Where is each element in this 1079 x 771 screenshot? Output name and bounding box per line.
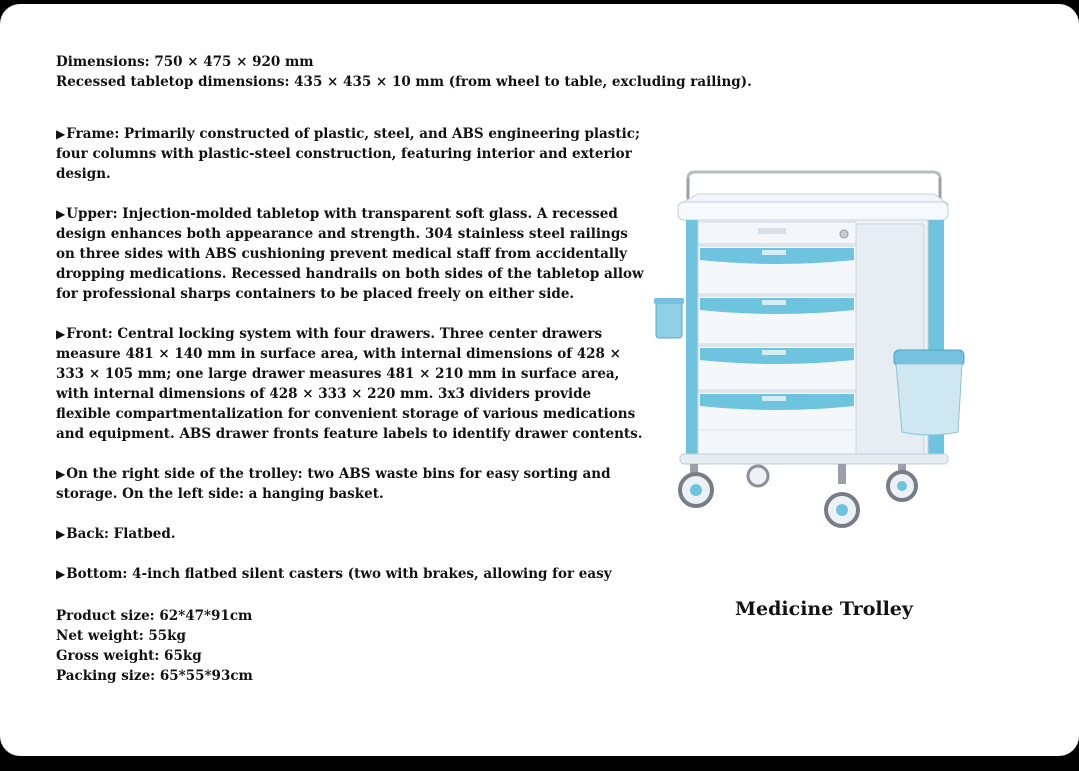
product-caption: Medicine Trolley — [735, 598, 913, 620]
waste-bin — [894, 350, 964, 435]
caster-front-right — [826, 464, 858, 526]
hanging-basket — [654, 298, 684, 338]
drawer-2 — [698, 296, 856, 344]
caster-front-left — [680, 464, 712, 506]
left-column — [686, 220, 698, 456]
frame-paragraph — [56, 124, 646, 184]
bullet-triangle-icon: ▶ — [56, 567, 66, 581]
bullet-triangle-icon: ▶ — [56, 207, 66, 221]
upper-text: Upper: Injection-molded tabletop with transparent soft glass. A recessed design enhances both appearance and strength. 304 stainless steel railings on three sides with ABS cushioning prevent medical staff from accidentally dropping medications. Recessed handrails on both sides of the tabletop allow for professional sharps containers to be placed freely on either side. — [56, 206, 644, 302]
lock-icon — [840, 230, 848, 238]
spec-lines — [56, 52, 752, 92]
drawer-4 — [698, 392, 856, 456]
drawer-3 — [698, 346, 856, 390]
product-size-text: Product size: 62*47*91cm — [56, 608, 253, 624]
bottom-paragraph — [56, 564, 646, 581]
frame-text: Frame: Primarily constructed of plastic, steel, and ABS engineering plastic; four columns with plastic-steel construction, featuring interior and exterior design. — [56, 126, 640, 182]
packing-size-text: Packing size: 65*55*93cm — [56, 668, 253, 684]
recessed-dimensions-text: Recessed tabletop dimensions: 435 × 435 × 10 mm (from wheel to table, excluding railing). — [56, 74, 752, 90]
caster-back-left — [748, 466, 768, 486]
back-text: Back: Flatbed. — [66, 526, 176, 542]
dimensions-text: Dimensions: 750 × 475 × 920 mm — [56, 54, 314, 70]
front-text: Front: Central locking system with four drawers. Three center drawers measure 481 × 140 mm in surface area, with internal dimensions of 428 × 333 × 105 mm; one large drawer measures 481 × 210 mm in surface area, with internal dimensions of 428 × 333 × 220 mm. 3x3 dividers provide flexible compartmentalization for convenient storage of various medications and equipment. ABS drawer fronts feature labels to identify drawer contents. — [56, 326, 643, 442]
bullet-triangle-icon: ▶ — [56, 527, 66, 541]
gross-weight-text: Gross weight: 65kg — [56, 648, 202, 664]
bullet-triangle-icon: ▶ — [56, 467, 66, 481]
bullet-triangle-icon: ▶ — [56, 127, 66, 141]
upper-paragraph — [56, 204, 646, 304]
trolley-base — [680, 454, 948, 464]
net-weight-text: Net weight: 55kg — [56, 628, 186, 644]
bullet-triangle-icon: ▶ — [56, 327, 66, 341]
front-paragraph — [56, 324, 646, 444]
tabletop — [678, 194, 948, 220]
sides-paragraph — [56, 464, 646, 504]
product-facts — [56, 606, 253, 686]
lock-panel — [698, 222, 856, 244]
drawer-1 — [698, 246, 856, 294]
caster-back-right — [888, 464, 916, 500]
sides-text: On the right side of the trolley: two ABS waste bins for easy sorting and storage. On the left side: a hanging basket. — [56, 466, 611, 502]
description-block — [56, 124, 646, 581]
product-sheet — [0, 4, 1079, 756]
bottom-text: Bottom: 4-inch flatbed silent casters (two with brakes, allowing for easy — [66, 566, 612, 581]
medicine-trolley-image — [650, 164, 975, 534]
back-paragraph — [56, 524, 646, 544]
